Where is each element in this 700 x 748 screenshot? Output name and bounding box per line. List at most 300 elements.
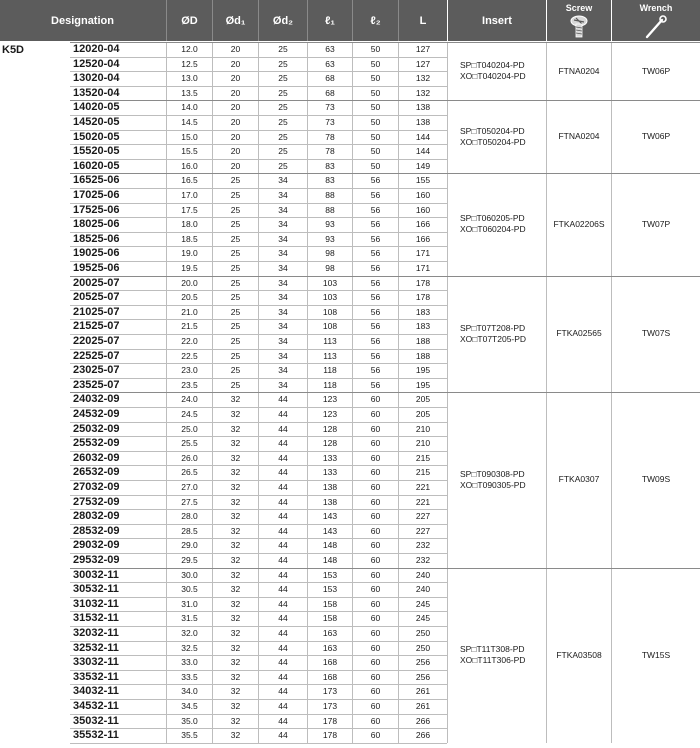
table-row [0,57,447,72]
header-wrench-cell [612,0,700,41]
value-cell: 132 [415,87,431,98]
value-cell: 34 [278,263,288,273]
value-cell: 34 [278,190,288,200]
value-cell: 240 [415,569,431,580]
designation-cell: 29032-09 [73,539,120,552]
value-cell: 56 [370,204,381,215]
value-cell: 22.5 [181,350,198,361]
value-cell: 44 [278,715,288,726]
value-cell: 28.0 [181,511,198,522]
designation-cell: 33532-11 [73,670,119,683]
value-cell: 148 [322,555,338,565]
designation-cell: 30032-11 [73,568,119,581]
value-cell: 14.5 [181,117,198,127]
value-cell: 73 [325,102,335,113]
value-cell: 250 [415,642,431,653]
table-row [0,232,447,247]
value-cell: 153 [322,569,338,580]
designation-cell: 23525-07 [73,378,120,391]
value-cell: 25 [278,73,288,84]
value-cell: 32 [230,671,241,682]
value-cell: 173 [322,686,338,697]
table-row [0,553,447,568]
value-cell: 138 [322,482,338,492]
value-cell: 144 [415,146,431,157]
value-cell: 25 [230,204,241,215]
designation-cell: 20525-07 [73,291,120,304]
table-row [0,436,447,451]
value-cell: 168 [322,671,338,682]
value-cell: 20.0 [181,277,198,288]
screw-code: FTNA0204 [558,131,600,142]
table-row [0,290,447,305]
value-cell: 16.0 [181,160,198,171]
value-cell: 132 [415,73,431,84]
designation-cell: 18025-06 [73,218,120,231]
insert-code: SP□T060205-PD [460,213,525,224]
designation-cell: 25532-09 [73,437,120,450]
value-cell: 56 [370,248,381,259]
value-cell: 56 [370,277,381,288]
value-cell: 56 [370,263,381,273]
value-cell: 20 [230,87,241,98]
designation-cell: 15020-05 [73,130,120,143]
value-cell: 32 [230,730,241,741]
designation-cell: 31532-11 [73,612,119,625]
table-row [0,115,447,130]
value-cell: 178 [322,715,338,726]
value-cell: 17.5 [181,204,198,215]
value-cell: 50 [370,73,381,84]
value-cell: 25 [278,44,288,54]
designation-cell: 27032-09 [73,481,120,493]
value-cell: 27.5 [181,496,198,507]
value-cell: 108 [322,306,338,317]
value-cell: 60 [370,686,381,697]
value-cell: 63 [325,44,335,54]
value-cell: 32 [230,584,241,595]
table-row [0,714,447,729]
value-cell: 34 [278,175,288,186]
value-cell: 27.0 [181,482,198,492]
value-cell: 50 [370,146,381,157]
value-cell: 32 [230,540,241,551]
designation-cell: 14020-05 [73,101,120,114]
value-cell: 160 [415,190,431,200]
value-cell: 155 [415,175,431,186]
table-row [0,363,447,378]
value-cell: 44 [278,438,288,449]
value-cell: 24.5 [181,409,198,419]
header-insert: Insert [482,14,512,27]
value-cell: 34 [278,248,288,259]
insert-block [448,100,546,173]
designation-cell: 15520-05 [73,145,120,158]
value-cell: 44 [278,452,288,463]
value-cell: 143 [322,525,338,536]
value-cell: 25 [278,87,288,98]
value-cell: 56 [370,306,381,317]
value-cell: 56 [370,175,381,186]
table-row [0,276,447,291]
value-cell: 60 [370,657,381,668]
designation-cell: 17525-06 [73,203,120,216]
value-cell: 205 [415,394,431,405]
value-cell: 227 [415,511,431,522]
value-cell: 25 [230,233,241,244]
value-cell: 173 [322,701,338,711]
value-cell: 20 [230,117,241,127]
designation-cell: 28532-09 [73,524,120,537]
screw-code: FTKA03508 [556,649,602,660]
value-cell: 98 [325,263,335,273]
value-cell: 15.0 [181,131,198,142]
insert-code: SP□T07T208-PD [460,322,526,333]
table-row [0,480,447,495]
table-row [0,246,447,261]
header-col: Ød₁ [225,14,246,27]
value-cell: 221 [415,482,431,492]
insert-code: XO□T050204-PD [460,136,526,147]
table-row [0,86,447,101]
value-cell: 44 [278,525,288,536]
value-cell: 149 [415,160,431,171]
value-cell: 44 [278,671,288,682]
insert-code: XO□T07T205-PD [460,333,527,344]
value-cell: 171 [415,248,431,259]
value-cell: 24.0 [181,394,198,405]
insert-block [448,392,546,567]
table-row [0,641,447,656]
value-cell: 60 [370,642,381,653]
value-cell: 261 [415,701,431,711]
value-cell: 20 [230,102,241,113]
header-col: ØD [181,14,198,27]
value-cell: 26.0 [181,452,198,463]
value-cell: 266 [415,715,431,726]
table-row [0,728,447,743]
value-cell: 32 [230,467,241,478]
value-cell: 56 [370,365,381,376]
table-row [0,100,447,115]
table-row [0,524,447,539]
value-cell: 34 [278,292,288,303]
designation-cell: 20025-07 [73,276,120,289]
value-cell: 266 [415,730,431,741]
insert-block [448,276,546,393]
value-cell: 63 [325,58,335,69]
value-cell: 56 [370,379,381,390]
table-row [0,378,447,393]
group-label: K5D [2,44,25,56]
value-cell: 25 [230,277,241,288]
insert-block [448,568,546,743]
value-cell: 133 [322,452,338,463]
value-cell: 25 [230,321,241,332]
value-cell: 210 [415,438,431,449]
designation-cell: 33032-11 [73,656,119,669]
header-screw: Screw [565,3,593,13]
insert-block [448,173,546,275]
value-cell: 20.5 [181,292,198,303]
value-cell: 34 [278,336,288,346]
value-cell: 123 [322,409,338,419]
value-cell: 60 [370,555,381,565]
value-cell: 35.0 [181,715,198,726]
value-cell: 12.0 [181,44,198,54]
value-cell: 34 [278,321,288,332]
value-cell: 166 [415,219,431,230]
value-cell: 60 [370,525,381,536]
value-cell: 60 [370,628,381,638]
value-cell: 34.0 [181,686,198,697]
value-cell: 60 [370,394,381,405]
insert-code: XO□T040204-PD [460,71,526,82]
value-cell: 60 [370,409,381,419]
value-cell: 50 [370,58,381,69]
value-cell: 188 [415,336,431,346]
table-row [0,568,447,583]
value-cell: 13.0 [181,73,198,84]
value-cell: 44 [278,540,288,551]
designation-cell: 26032-09 [73,451,120,464]
value-cell: 60 [370,511,381,522]
value-cell: 158 [322,613,338,624]
designation-cell: 30532-11 [73,583,119,596]
value-cell: 256 [415,671,431,682]
value-cell: 56 [370,336,381,346]
value-cell: 32.0 [181,628,198,638]
value-cell: 143 [322,511,338,522]
value-cell: 33.5 [181,671,198,682]
value-cell: 60 [370,540,381,551]
value-cell: 245 [415,598,431,609]
insert-code: XO□T090305-PD [460,479,526,490]
value-cell: 34.5 [181,701,198,711]
value-cell: 183 [415,306,431,317]
table-row [0,188,447,203]
value-cell: 215 [415,467,431,478]
value-cell: 25 [230,336,241,346]
value-cell: 118 [323,379,337,390]
designation-cell: 22525-07 [73,349,120,362]
table-row [0,509,447,524]
insert-code: SP□T090308-PD [460,468,525,479]
value-cell: 250 [415,628,431,638]
header-designation: Designation [51,14,114,27]
value-cell: 32.5 [181,642,198,653]
header-screw-cell [547,0,611,41]
value-cell: 16.5 [181,175,198,186]
value-cell: 50 [370,102,381,113]
value-cell: 148 [322,540,338,551]
designation-cell: 23025-07 [73,364,120,377]
value-cell: 227 [415,525,431,536]
value-cell: 50 [370,117,381,127]
value-cell: 32 [230,628,241,638]
value-cell: 25.5 [181,438,198,449]
screw-code: FTKA0307 [558,474,600,485]
value-cell: 195 [415,379,431,390]
value-cell: 158 [322,598,338,609]
value-cell: 22.0 [181,336,198,346]
table-row [0,71,447,86]
value-cell: 25 [230,365,241,376]
value-cell: 245 [415,613,431,624]
value-cell: 30.0 [181,569,198,580]
value-cell: 168 [322,657,338,668]
value-cell: 261 [415,686,431,697]
value-cell: 15.5 [181,146,198,157]
value-cell: 44 [278,496,288,507]
value-cell: 83 [325,160,335,171]
value-cell: 138 [415,102,431,113]
screw-code: FTKA02565 [556,328,602,339]
table-row [0,495,447,510]
value-cell: 123 [322,394,338,405]
insert-code: SP□T040204-PD [460,60,525,71]
value-cell: 25 [278,131,288,142]
value-cell: 34 [278,365,288,376]
value-cell: 128 [322,423,338,434]
value-cell: 20 [230,44,241,54]
table-row [0,159,447,174]
value-cell: 60 [370,701,381,711]
value-cell: 178 [415,292,431,303]
value-cell: 133 [322,467,338,478]
designation-cell: 22025-07 [73,335,120,347]
designation-cell: 28032-09 [73,510,120,523]
value-cell: 13.5 [181,87,198,98]
value-cell: 25 [230,263,241,273]
value-cell: 144 [415,131,431,142]
value-cell: 93 [325,219,335,230]
value-cell: 34 [278,204,288,215]
value-cell: 56 [370,292,381,303]
value-cell: 127 [415,58,431,69]
value-cell: 183 [415,321,431,332]
designation-cell: 32532-11 [73,641,119,654]
value-cell: 178 [322,730,338,741]
wrench-code: TW07S [641,328,671,339]
value-cell: 32 [230,511,241,522]
value-cell: 25 [230,175,241,186]
header-col: L [419,14,427,27]
value-cell: 60 [370,423,381,434]
wrench-icon [643,14,669,40]
value-cell: 56 [370,350,381,361]
value-cell: 32 [230,686,241,697]
value-cell: 178 [415,277,431,288]
value-cell: 28.5 [181,525,198,536]
value-cell: 50 [370,131,381,142]
designation-cell: 24032-09 [73,393,120,406]
table-row [0,305,447,320]
insert-code: XO□T11T306-PD [460,655,526,666]
value-cell: 20 [230,146,241,157]
table-row [0,670,447,685]
value-cell: 160 [415,204,431,215]
value-cell: 88 [325,204,335,215]
value-cell: 20 [230,131,241,142]
designation-cell: 18525-06 [73,232,120,245]
value-cell: 50 [370,160,381,171]
value-cell: 34 [278,233,288,244]
value-cell: 44 [278,423,288,434]
table-row [0,422,447,437]
value-cell: 25 [278,102,288,113]
value-cell: 113 [323,350,337,361]
table-row [0,319,447,334]
header-col: ℓ₁ [325,14,335,27]
value-cell: 29.5 [181,555,198,565]
wrench-code: TW09S [641,474,671,485]
value-cell: 44 [278,628,288,638]
value-cell: 34 [278,277,288,288]
value-cell: 232 [415,540,431,551]
value-cell: 34 [278,379,288,390]
value-cell: 60 [370,496,381,507]
value-cell: 60 [370,467,381,478]
table-header [0,0,447,41]
value-cell: 44 [278,482,288,492]
designation-cell: 27532-09 [73,495,120,508]
screw-code: FTKA02206S [553,218,605,229]
value-cell: 44 [278,555,288,565]
value-cell: 166 [415,233,431,244]
table-row [0,349,447,364]
designation-cell: 17025-06 [73,189,120,201]
designation-cell: 13520-04 [73,86,120,99]
value-cell: 73 [325,117,335,127]
screw-icon [568,14,590,40]
value-cell: 25 [278,58,288,69]
table-row [0,611,447,626]
value-cell: 32 [230,555,241,565]
wrench-code: TW15S [641,649,671,660]
value-cell: 23.5 [181,379,198,390]
designation-cell: 35532-11 [73,729,119,742]
designation-cell: 34032-11 [73,685,119,698]
value-cell: 20 [230,73,241,84]
value-cell: 60 [370,613,381,624]
table-row [0,203,447,218]
value-cell: 127 [415,44,431,54]
header-col: ℓ₂ [370,14,381,27]
value-cell: 93 [325,233,335,244]
value-cell: 60 [370,584,381,595]
value-cell: 32 [230,642,241,653]
table-row [0,334,447,349]
insert-code: SP□T11T308-PD [460,644,525,655]
value-cell: 21.5 [181,321,198,332]
table-row [0,582,447,597]
value-cell: 32 [230,438,241,449]
designation-cell: 21525-07 [73,320,120,333]
value-cell: 50 [370,44,381,54]
value-cell: 60 [370,438,381,449]
value-cell: 25 [230,248,241,259]
value-cell: 14.0 [181,102,198,113]
value-cell: 60 [370,452,381,463]
header-col: Ød₂ [272,14,294,27]
designation-cell: 25032-09 [73,422,120,435]
value-cell: 32 [230,525,241,536]
designation-cell: 29532-09 [73,554,120,566]
value-cell: 68 [325,87,335,98]
value-cell: 32 [230,496,241,507]
screw-code: FTNA0204 [558,65,600,76]
